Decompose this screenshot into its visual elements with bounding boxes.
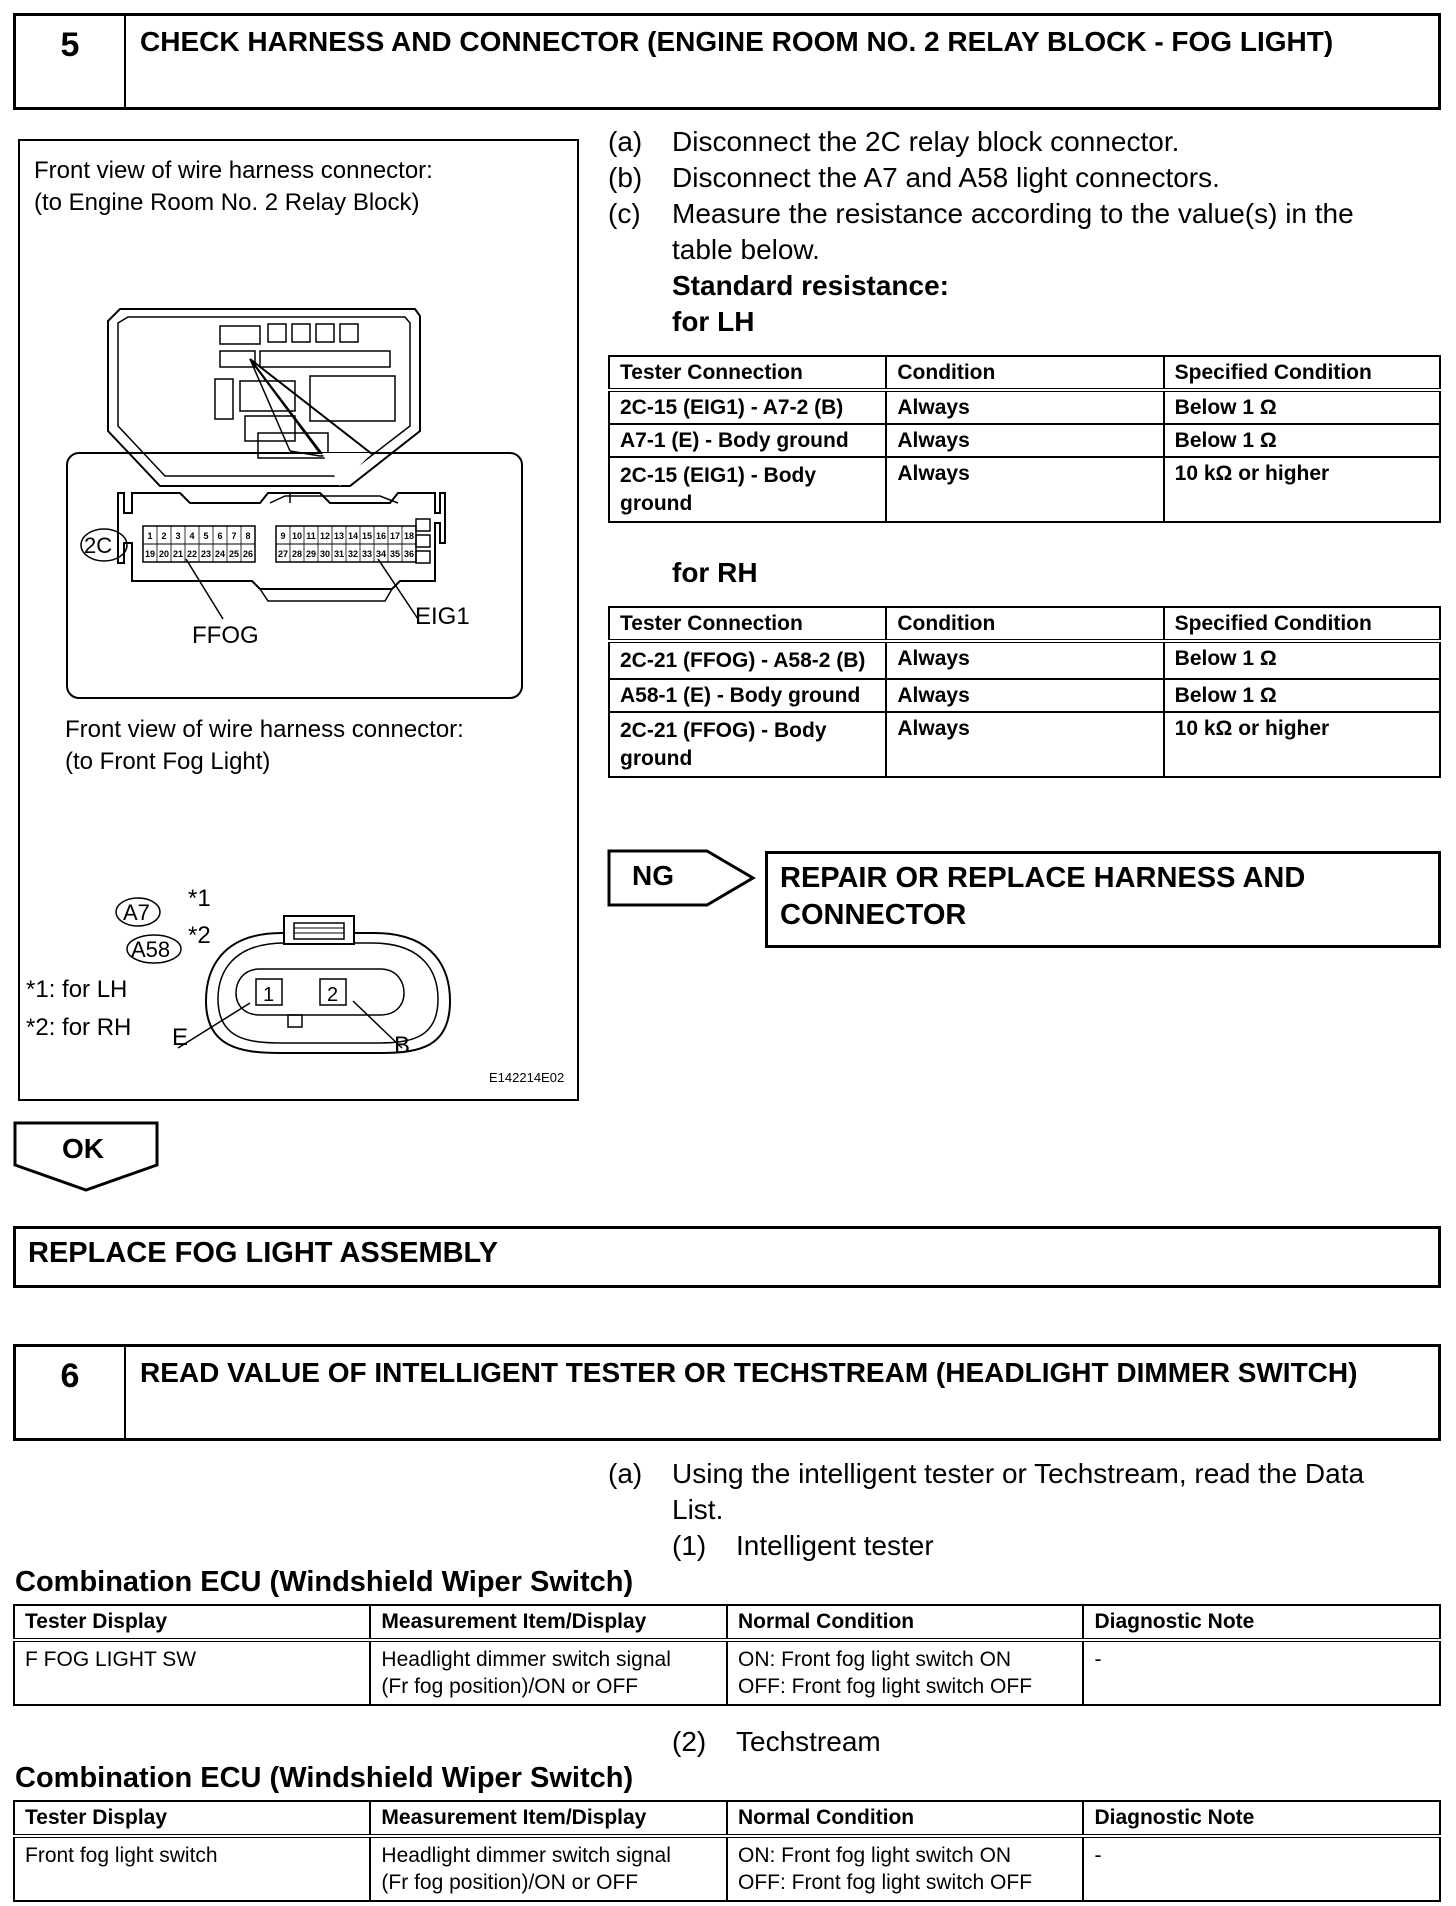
instruction-label: (b) [608, 162, 643, 193]
cell-connection: 2C-21 (FFOG) - A58-2 (B) [609, 641, 886, 679]
header-tester-connection: Tester Connection [609, 607, 886, 641]
sub-text: Intelligent tester [736, 1530, 934, 1561]
pin-number: 33 [361, 549, 373, 559]
cell-normal-condition [727, 1836, 1083, 1901]
pin-number: 30 [319, 549, 331, 559]
ok-result-box [13, 1226, 1441, 1288]
standard-resistance-label: Standard resistance: [672, 270, 949, 301]
fog-pin-label-e: E [172, 1024, 189, 1051]
data-list-table-intelligent [13, 1604, 1441, 1706]
pin-number: 20 [158, 549, 170, 559]
cell-line: Headlight dimmer switch signal [381, 1648, 671, 1671]
ng-result-line2: CONNECTOR [780, 899, 967, 931]
table-row [609, 424, 1440, 457]
cell-condition: Always [886, 712, 1163, 777]
pin-number: 3 [175, 531, 181, 541]
instruction-text: Measure the resistance according to the value(s) in the [672, 198, 1354, 229]
note-rh: *2: for RH [26, 1014, 132, 1041]
cell-line: ON: Front fog light switch ON [737, 1648, 1012, 1671]
cell-condition: Always [886, 390, 1163, 424]
pin-number: 26 [242, 549, 254, 559]
instruction-text: Disconnect the 2C relay block connector. [672, 126, 1180, 157]
figure-caption-relay-line2: (to Engine Room No. 2 Relay Block) [34, 189, 420, 216]
pin-number: 35 [389, 549, 401, 559]
ng-arrow [607, 849, 757, 907]
cell-connection: 2C-21 (FFOG) - Body ground [609, 712, 886, 777]
pin-number: 22 [186, 549, 198, 559]
pins-right [276, 526, 416, 562]
ng-result-box [765, 851, 1441, 948]
mark-2: *2 [188, 922, 211, 949]
pin-number: 17 [389, 531, 401, 541]
header-diagnostic-note: Diagnostic Note [1083, 1605, 1440, 1640]
table-row [609, 712, 1440, 777]
instruction-label: (a) [608, 126, 643, 157]
cell-condition: Always [886, 641, 1163, 679]
pin-number: 1 [147, 531, 153, 541]
cell-line: (Fr fog position)/ON or OFF [381, 1871, 639, 1894]
pin-number: 13 [333, 531, 345, 541]
cell-tester-display: Front fog light switch [14, 1836, 370, 1901]
header-diagnostic-note: Diagnostic Note [1083, 1801, 1440, 1836]
table-row [14, 1836, 1440, 1901]
instruction-text: Using the intelligent tester or Techstream, read the Data [672, 1458, 1365, 1489]
table-row [609, 679, 1440, 712]
cell-diagnostic-note: - [1083, 1836, 1440, 1901]
pin-number: 29 [305, 549, 317, 559]
header-tester-display: Tester Display [14, 1801, 370, 1836]
cell-line: ON: Front fog light switch ON [737, 1844, 1012, 1867]
pin-number: 10 [291, 531, 303, 541]
pin-label-eig1: EIG1 [415, 603, 470, 630]
figure-caption-relay-line1: Front view of wire harness connector: [34, 157, 433, 184]
figure-id: E142214E02 [489, 1070, 565, 1085]
mark-1: *1 [188, 885, 211, 912]
cell-connection: 2C-15 (EIG1) - Body ground [609, 457, 886, 522]
fog-pin-2: 2 [327, 984, 339, 1006]
step-title: READ VALUE OF INTELLIGENT TESTER OR TECHSTREAM (HEADLIGHT DIMMER SWITCH) [140, 1357, 1358, 1388]
table-header-row [609, 607, 1440, 641]
pin-number: 16 [375, 531, 387, 541]
instruction-b [608, 160, 1220, 196]
cell-specified: 10 kΩ or higher [1164, 712, 1440, 777]
pin-number: 18 [403, 531, 415, 541]
connector-a58-label: A58 [131, 937, 171, 962]
figure-caption-fog-line2: (to Front Fog Light) [65, 748, 271, 775]
table-title-1: Combination ECU (Windshield Wiper Switch) [15, 1566, 634, 1598]
fog-pin-label-b: B [394, 1032, 411, 1059]
instruction-c [608, 196, 1354, 232]
pin-number: 15 [361, 531, 373, 541]
header-measurement-item: Measurement Item/Display [370, 1801, 727, 1836]
cell-specified: Below 1 Ω [1164, 390, 1440, 424]
sub-label: (2) [672, 1726, 707, 1757]
pin-number: 31 [333, 549, 345, 559]
pin-number: 25 [228, 549, 240, 559]
header-tester-connection: Tester Connection [609, 356, 886, 390]
pin-number: 8 [245, 531, 251, 541]
table-row [609, 641, 1440, 679]
ng-result-line1: REPAIR OR REPLACE HARNESS AND [780, 862, 1306, 894]
header-normal-condition: Normal Condition [727, 1605, 1083, 1640]
connector-figure [18, 139, 579, 1101]
cell-line: OFF: Front fog light switch OFF [737, 1675, 1033, 1698]
cell-connection: A58-1 (E) - Body ground [609, 679, 886, 712]
pin-number: 34 [375, 549, 387, 559]
table-header-row [609, 356, 1440, 390]
cell-normal-condition [727, 1640, 1083, 1705]
sub-instruction-1 [672, 1528, 934, 1564]
relay-block-drawing [20, 141, 577, 1099]
cell-specified: 10 kΩ or higher [1164, 457, 1440, 522]
cell-line: (Fr fog position)/ON or OFF [381, 1675, 639, 1698]
cell-condition: Always [886, 424, 1163, 457]
instruction-label: (c) [608, 198, 641, 229]
pin-number: 19 [144, 549, 156, 559]
pin-label-ffog: FFOG [192, 622, 259, 649]
header-specified-condition: Specified Condition [1164, 356, 1440, 390]
lh-resistance-table [608, 355, 1441, 523]
pins-left [143, 526, 255, 562]
cell-specified: Below 1 Ω [1164, 679, 1440, 712]
note-lh: *1: for LH [26, 976, 128, 1003]
pin-number: 2 [161, 531, 167, 541]
cell-measurement-item [370, 1640, 727, 1705]
instruction-label: (a) [608, 1458, 643, 1489]
pin-number: 24 [214, 549, 226, 559]
pin-number: 21 [172, 549, 184, 559]
table-title-2: Combination ECU (Windshield Wiper Switch) [15, 1762, 634, 1794]
fog-pin-1: 1 [263, 984, 275, 1006]
cell-condition: Always [886, 679, 1163, 712]
cell-line: OFF: Front fog light switch OFF [737, 1871, 1033, 1894]
pin-number: 6 [217, 531, 223, 541]
pin-number: 5 [203, 531, 209, 541]
pin-number: 9 [280, 531, 286, 541]
pin-number: 14 [347, 531, 359, 541]
data-list-table-techstream [13, 1800, 1441, 1902]
pin-number: 11 [306, 531, 316, 541]
ok-result-text: REPLACE FOG LIGHT ASSEMBLY [28, 1237, 498, 1269]
pin-number: 32 [347, 549, 359, 559]
cell-tester-display: F FOG LIGHT SW [14, 1640, 370, 1705]
sub-label: (1) [672, 1530, 707, 1561]
cell-diagnostic-note: - [1083, 1640, 1440, 1705]
cell-specified: Below 1 Ω [1164, 424, 1440, 457]
figure-caption-fog-line1: Front view of wire harness connector: [65, 716, 464, 743]
cell-specified: Below 1 Ω [1164, 641, 1440, 679]
header-normal-condition: Normal Condition [727, 1801, 1083, 1836]
cell-line: Headlight dimmer switch signal [381, 1844, 671, 1867]
for-lh-label: for LH [672, 306, 755, 337]
sub-instruction-2 [672, 1724, 881, 1760]
cell-measurement-item [370, 1836, 727, 1901]
instruction-text: Disconnect the A7 and A58 light connectors. [672, 162, 1220, 193]
header-measurement-item: Measurement Item/Display [370, 1605, 727, 1640]
connector-2c-label: 2C [84, 533, 113, 558]
header-tester-display: Tester Display [14, 1605, 370, 1640]
header-condition: Condition [886, 607, 1163, 641]
instruction-a-cont: List. [672, 1494, 724, 1525]
for-rh-label: for RH [672, 557, 758, 588]
step-number: 6 [16, 1347, 126, 1438]
instruction-a [608, 124, 1180, 160]
step-number: 5 [16, 16, 126, 107]
step-6-header [13, 1344, 1441, 1441]
pin-number: 36 [403, 549, 415, 559]
cell-connection: 2C-15 (EIG1) - A7-2 (B) [609, 390, 886, 424]
instruction-c-cont: table below. [672, 234, 820, 265]
ng-label: NG [632, 860, 674, 891]
pin-number: 7 [231, 531, 237, 541]
ok-label: OK [62, 1133, 104, 1164]
connector-a7-label: A7 [123, 900, 150, 925]
step-title: CHECK HARNESS AND CONNECTOR (ENGINE ROOM NO. 2 RELAY BLOCK - FOG LIGHT) [140, 26, 1334, 57]
sub-text: Techstream [736, 1726, 881, 1757]
pin-number: 4 [189, 531, 195, 541]
table-header-row [14, 1801, 1440, 1836]
header-specified-condition: Specified Condition [1164, 607, 1440, 641]
table-row [609, 457, 1440, 522]
step-5-header [13, 13, 1441, 110]
pin-number: 12 [319, 531, 331, 541]
pin-number: 28 [291, 549, 303, 559]
pin-number: 27 [277, 549, 289, 559]
pin-number: 23 [200, 549, 212, 559]
instruction-a [608, 1456, 1365, 1492]
rh-resistance-table [608, 606, 1441, 778]
table-row [609, 390, 1440, 424]
header-condition: Condition [886, 356, 1163, 390]
table-header-row [14, 1605, 1440, 1640]
table-row [14, 1640, 1440, 1705]
cell-condition: Always [886, 457, 1163, 522]
cell-connection: A7-1 (E) - Body ground [609, 424, 886, 457]
